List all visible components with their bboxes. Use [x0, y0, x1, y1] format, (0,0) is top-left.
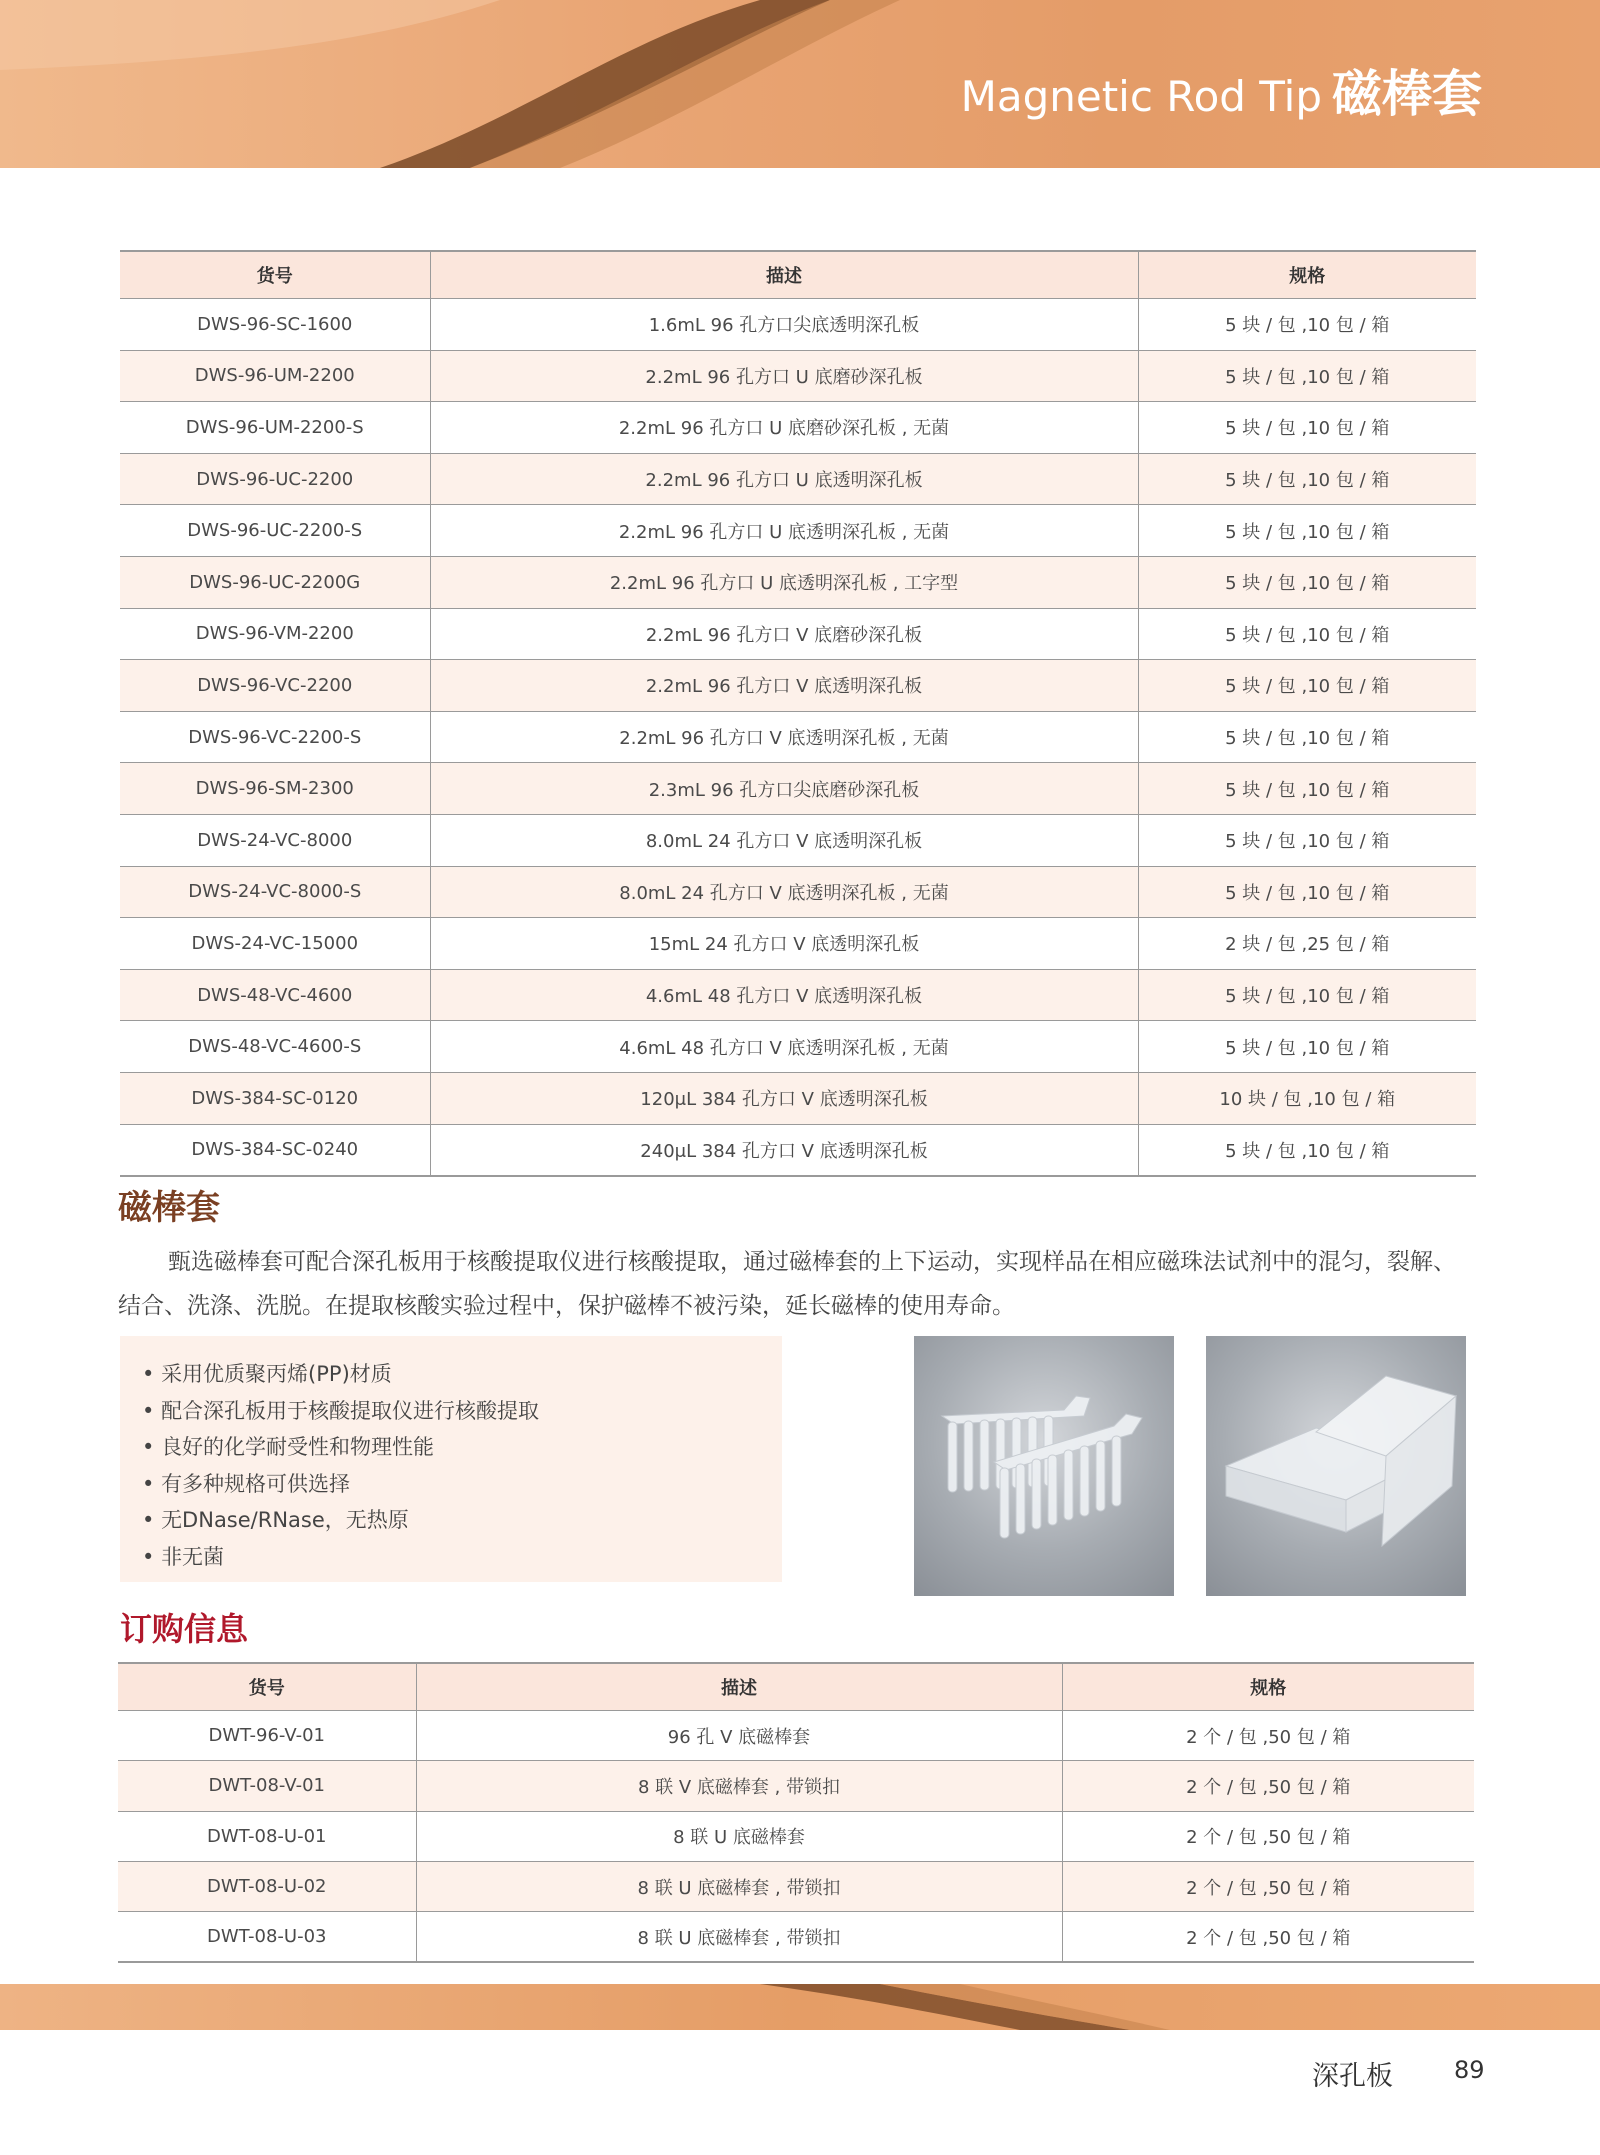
cell-code: DWS-48-VC-4600-S [120, 1021, 430, 1073]
table-row [120, 402, 1476, 454]
title-english: Magnetic Rod Tip [960, 72, 1322, 121]
table-row [120, 814, 1476, 866]
table-row [118, 1711, 1474, 1761]
table-row [120, 608, 1476, 660]
cell-desc: 4.6mL 48 孔方口 V 底透明深孔板 [430, 969, 1138, 1021]
cell-code: DWS-384-SC-0240 [120, 1124, 430, 1176]
table-row [120, 556, 1476, 608]
cell-code: DWT-96-V-01 [118, 1711, 416, 1761]
cell-spec: 5 块 / 包 ,10 包 / 箱 [1138, 660, 1476, 712]
order-table-body [118, 1711, 1474, 1963]
cell-code: DWS-96-UM-2200 [120, 350, 430, 402]
title-chinese: 磁棒套 [1332, 65, 1482, 123]
cell-desc: 8.0mL 24 孔方口 V 底透明深孔板 , 无菌 [430, 866, 1138, 918]
table-header-row [118, 1663, 1474, 1711]
cell-code: DWS-24-VC-8000-S [120, 866, 430, 918]
cell-code: DWS-24-VC-15000 [120, 918, 430, 970]
cell-desc: 2.3mL 96 孔方口尖底磨砂深孔板 [430, 763, 1138, 815]
cell-desc: 2.2mL 96 孔方口 V 底透明深孔板 [430, 660, 1138, 712]
table-row [118, 1811, 1474, 1861]
cell-desc: 2.2mL 96 孔方口 U 底磨砂深孔板 , 无菌 [430, 402, 1138, 454]
cell-spec: 2 个 / 包 ,50 包 / 箱 [1062, 1711, 1474, 1761]
order-info-table [118, 1662, 1474, 1963]
cell-desc: 2.2mL 96 孔方口 U 底透明深孔板 , 无菌 [430, 505, 1138, 557]
cell-code: DWS-96-UC-2200 [120, 453, 430, 505]
cell-desc: 240μL 384 孔方口 V 底透明深孔板 [430, 1124, 1138, 1176]
cell-spec: 2 块 / 包 ,25 包 / 箱 [1138, 918, 1476, 970]
8-strip-tip-illustration [914, 1336, 1174, 1596]
cell-code: DWS-384-SC-0120 [120, 1072, 430, 1124]
cell-code: DWT-08-U-02 [118, 1861, 416, 1911]
cell-spec: 5 块 / 包 ,10 包 / 箱 [1138, 505, 1476, 557]
cell-desc: 15mL 24 孔方口 V 底透明深孔板 [430, 918, 1138, 970]
footer-swoosh-graphic [0, 1984, 1600, 2030]
table-header-row [120, 251, 1476, 299]
cell-code: DWT-08-U-01 [118, 1811, 416, 1861]
table-row [118, 1761, 1474, 1811]
section-title: 磁棒套 [118, 1188, 220, 1228]
feature-item: • 有多种规格可供选择 [142, 1466, 782, 1503]
cell-code: DWS-96-VM-2200 [120, 608, 430, 660]
header-code: 货号 [120, 251, 430, 299]
cell-spec: 2 个 / 包 ,50 包 / 箱 [1062, 1861, 1474, 1911]
table-row [120, 1021, 1476, 1073]
header-spec: 规格 [1138, 251, 1476, 299]
cell-desc: 1.6mL 96 孔方口尖底透明深孔板 [430, 299, 1138, 351]
table-row [118, 1912, 1474, 1963]
cell-code: DWS-96-VC-2200 [120, 660, 430, 712]
feature-list [120, 1336, 782, 1576]
header-spec: 规格 [1062, 1663, 1474, 1711]
cell-spec: 5 块 / 包 ,10 包 / 箱 [1138, 350, 1476, 402]
table-row [120, 763, 1476, 815]
table-row [120, 711, 1476, 763]
cell-code: DWS-24-VC-8000 [120, 814, 430, 866]
feature-item: • 无DNase/RNase，无热原 [142, 1502, 782, 1539]
order-info-title: 订购信息 [120, 1610, 249, 1648]
cell-desc: 8 联 V 底磁棒套 , 带锁扣 [416, 1761, 1062, 1811]
header-banner [0, 0, 1600, 168]
page-number: 89 [1454, 2056, 1485, 2084]
cell-spec: 5 块 / 包 ,10 包 / 箱 [1138, 453, 1476, 505]
cell-desc: 2.2mL 96 孔方口 U 底透明深孔板 , 工字型 [430, 556, 1138, 608]
table-row [118, 1861, 1474, 1911]
cell-desc: 8 联 U 底磁棒套 , 带锁扣 [416, 1861, 1062, 1911]
cell-desc: 8 联 U 底磁棒套 , 带锁扣 [416, 1912, 1062, 1963]
cell-code: DWS-96-SM-2300 [120, 763, 430, 815]
cell-spec: 5 块 / 包 ,10 包 / 箱 [1138, 814, 1476, 866]
table-row [120, 660, 1476, 712]
feature-item: • 配合深孔板用于核酸提取仪进行核酸提取 [142, 1393, 782, 1430]
page-title [961, 66, 1482, 125]
cell-desc: 8.0mL 24 孔方口 V 底透明深孔板 [430, 814, 1138, 866]
cell-desc: 96 孔 V 底磁棒套 [416, 1711, 1062, 1761]
cell-desc: 2.2mL 96 孔方口 U 底透明深孔板 [430, 453, 1138, 505]
header-desc: 描述 [416, 1663, 1062, 1711]
table-row [120, 866, 1476, 918]
cell-code: DWS-96-SC-1600 [120, 299, 430, 351]
table-row [120, 505, 1476, 557]
cell-code: DWS-96-VC-2200-S [120, 711, 430, 763]
table-row [120, 918, 1476, 970]
table-row [120, 350, 1476, 402]
cell-code: DWT-08-U-03 [118, 1912, 416, 1963]
product-photo-8-strip-tips [914, 1336, 1174, 1596]
cell-spec: 5 块 / 包 ,10 包 / 箱 [1138, 608, 1476, 660]
table-row [120, 1072, 1476, 1124]
footer-section-label: 深孔板 [1312, 2061, 1393, 2092]
cell-desc: 2.2mL 96 孔方口 U 底磨砂深孔板 [430, 350, 1138, 402]
cell-spec: 5 块 / 包 ,10 包 / 箱 [1138, 402, 1476, 454]
cell-spec: 2 个 / 包 ,50 包 / 箱 [1062, 1912, 1474, 1963]
cell-code: DWS-48-VC-4600 [120, 969, 430, 1021]
table-row [120, 453, 1476, 505]
cell-spec: 10 块 / 包 ,10 包 / 箱 [1138, 1072, 1476, 1124]
cell-desc: 4.6mL 48 孔方口 V 底透明深孔板 , 无菌 [430, 1021, 1138, 1073]
cell-code: DWS-96-UM-2200-S [120, 402, 430, 454]
table-row [120, 969, 1476, 1021]
cell-desc: 2.2mL 96 孔方口 V 底透明深孔板 , 无菌 [430, 711, 1138, 763]
cell-desc: 8 联 U 底磁棒套 [416, 1811, 1062, 1861]
deep-well-table-body [120, 299, 1476, 1177]
product-photo-96-tip-comb [1206, 1336, 1466, 1596]
table-row [120, 299, 1476, 351]
cell-spec: 5 块 / 包 ,10 包 / 箱 [1138, 711, 1476, 763]
cell-code: DWS-96-UC-2200-S [120, 505, 430, 557]
cell-spec: 5 块 / 包 ,10 包 / 箱 [1138, 866, 1476, 918]
feature-item: • 采用优质聚丙烯(PP)材质 [142, 1356, 782, 1393]
cell-code: DWS-96-UC-2200G [120, 556, 430, 608]
cell-desc: 120μL 384 孔方口 V 底透明深孔板 [430, 1072, 1138, 1124]
cell-spec: 5 块 / 包 ,10 包 / 箱 [1138, 1124, 1476, 1176]
deep-well-plate-table [120, 250, 1476, 1177]
header-code: 货号 [118, 1663, 416, 1711]
feature-box [120, 1336, 782, 1582]
header-desc: 描述 [430, 251, 1138, 299]
96-tip-comb-illustration [1206, 1336, 1466, 1596]
table-row [120, 1124, 1476, 1176]
cell-code: DWT-08-V-01 [118, 1761, 416, 1811]
section-intro: 甄选磁棒套可配合深孔板用于核酸提取仪进行核酸提取，通过磁棒套的上下运动，实现样品在相应磁珠法试剂中的混匀，裂解、结合、洗涤、洗脱。在提取核酸实验过程中，保护磁棒不被污染，延长磁棒的使用寿命。 [118, 1249, 1456, 1319]
cell-spec: 5 块 / 包 ,10 包 / 箱 [1138, 1021, 1476, 1073]
cell-spec: 2 个 / 包 ,50 包 / 箱 [1062, 1811, 1474, 1861]
cell-spec: 5 块 / 包 ,10 包 / 箱 [1138, 969, 1476, 1021]
cell-spec: 5 块 / 包 ,10 包 / 箱 [1138, 763, 1476, 815]
feature-item: • 非无菌 [142, 1539, 782, 1576]
cell-spec: 2 个 / 包 ,50 包 / 箱 [1062, 1761, 1474, 1811]
cell-desc: 2.2mL 96 孔方口 V 底磨砂深孔板 [430, 608, 1138, 660]
cell-spec: 5 块 / 包 ,10 包 / 箱 [1138, 556, 1476, 608]
feature-item: • 良好的化学耐受性和物理性能 [142, 1429, 782, 1466]
footer-band [0, 1984, 1600, 2030]
cell-spec: 5 块 / 包 ,10 包 / 箱 [1138, 299, 1476, 351]
